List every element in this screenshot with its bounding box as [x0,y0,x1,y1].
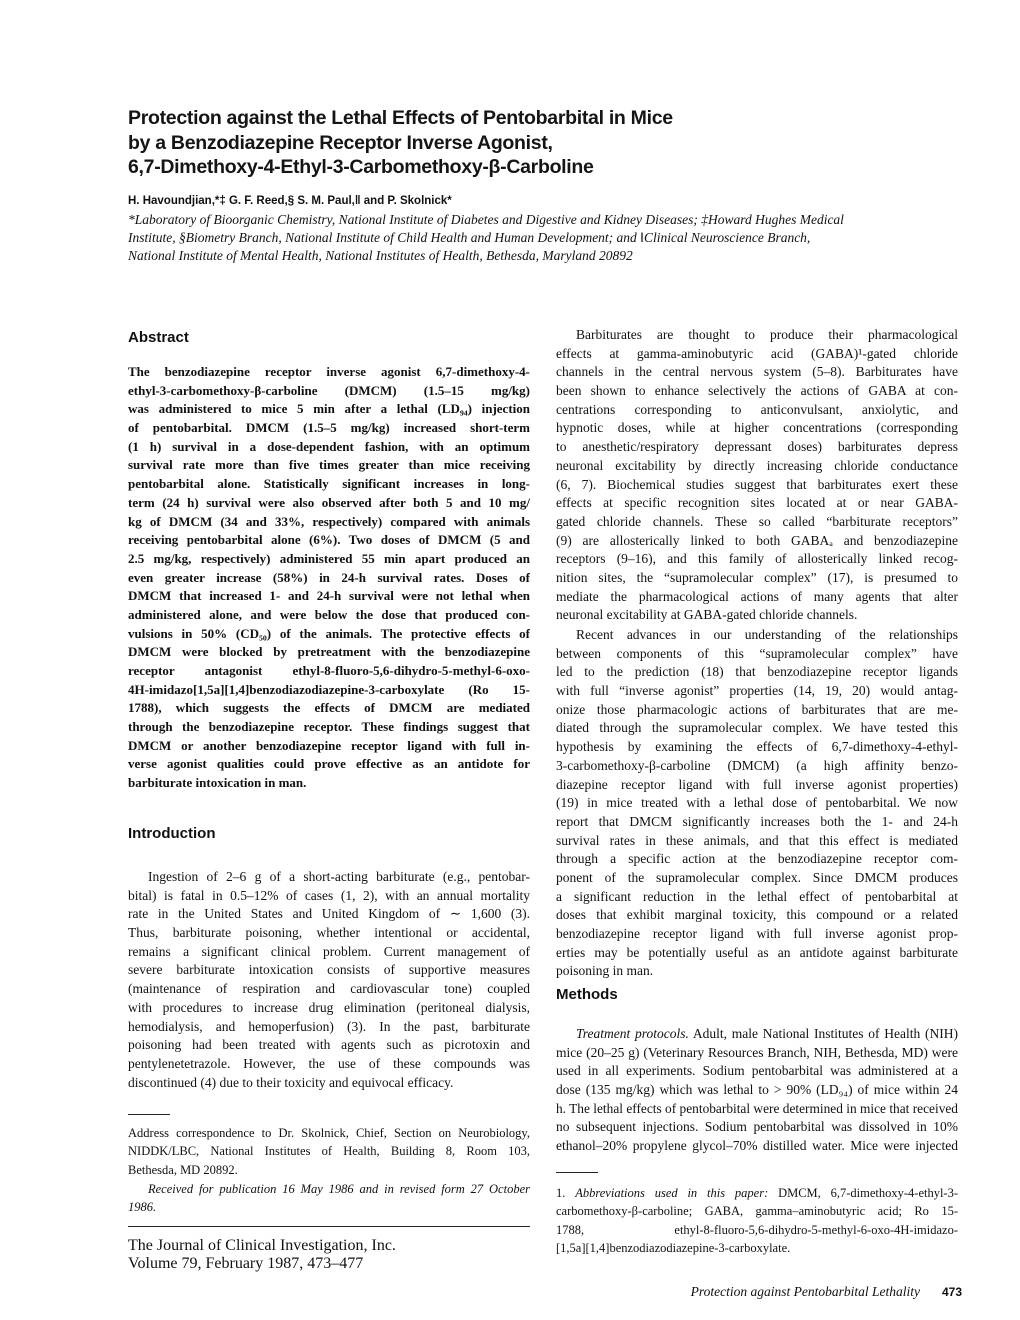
text-line: Ingestion of 2–6 g of a short-acting barbiturate (e.g., pentobar- [148,869,530,884]
text-line: 3-carbomethoxy-β-carboline (DMCM) (a high affinity benzo- [556,757,958,773]
text-line: mediate the pharmacological actions of many agents that alter [556,588,958,604]
introduction-paragraph [128,868,530,1092]
text-line: (19) in mice treated with a lethal dose of pentobarbital. We now [556,795,958,811]
methods-lead: Treatment protocols. [576,1026,689,1041]
text-line: h. The lethal effects of pentobarbital were determined in mice that received [556,1100,958,1116]
introduction-paragraph-right-1 [556,326,958,625]
abbrev-first-line: 1. Abbreviations used in this paper: DMCM, 6,7-dimethoxy-4-ethyl-3- [556,1186,959,1200]
text-line: receptors (9–16), and this family of allosterically linked recog- [556,551,958,567]
text-line: been shown to enhance selectively the actions of GABA at con- [556,383,958,399]
text-line: ethanol–20% propylene glycol–70% distilled water. Mice were injected [556,1138,958,1154]
abstract-text [128,363,530,793]
text-line: 2.5 mg/kg, respectively) administered 55 min apart produced an [128,550,530,566]
text-line: between components of this “supramolecular complex” have [556,645,958,661]
text-line: *Laboratory of Bioorganic Chemistry, National Institute of Diabetes and Digestive and Kidney Diseases; ‡Howard Hughes Medical [128,212,844,227]
text-line: poisoning had been treated with agents such as picrotoxin and [128,1037,530,1053]
text-line: DMCM that increased 1- and 24-h survival were not lethal when [128,588,530,604]
text-line: even greater increase (58%) in 24-h survival rates. Doses of [128,569,530,585]
text-line: 6,7-Dimethoxy-4-Ethyl-3-Carbomethoxy-β-Carboline [128,156,594,178]
text-line: barbiturate intoxication in man. [128,775,307,791]
text-line: vulsions in 50% (CD₅₀) of the animals. The protective effects of [128,625,530,641]
text-line: discontinued (4) due to their toxicity and equivocal efficacy. [128,1074,454,1090]
introduction-paragraph-right-2 [556,626,958,981]
text-line: 4H-imidazo[1,5a][1,4]benzodiazodiazepine-3-carboxylate (Ro 15- [128,681,530,697]
text-line: by a Benzodiazepine Receptor Inverse Agonist, [128,131,553,154]
text-line: carbomethoxy-β-carboline; GABA, gamma–aminobutyric acid; Ro 15- [556,1204,958,1219]
text-line: to anesthetic/respiratory depressant doses) barbiturates depress [556,439,958,455]
text-line: with full “inverse agonist” properties (14, 19, 20) would antag- [556,683,958,699]
text-line: diazepine receptor ligand with full inverse agonist properties) [556,776,958,792]
text-line: Protection against the Lethal Effects of Pentobarbital in Mice [128,107,673,129]
text-line: doses that exhibit marginal toxicity, this compound or a related [556,907,958,923]
text-line: centrations corresponding to anticonvulsant, anxiolytic, and [556,401,958,417]
journal-rule [128,1226,530,1227]
text-line: diated through the supramolecular complex. We have tested this [556,720,958,736]
introduction-heading: Introduction [128,825,216,842]
text-line: effects at specific recognition sites located at or near GABA- [556,495,958,511]
text-line: pentobarbital alone. Statistically significant increases in long- [128,476,530,492]
text-line: The Journal of Clinical Investigation, Inc. [128,1237,396,1254]
text-line: 1788), which suggests the effects of DMCM are mediated [128,700,530,716]
text-line: bital) is fatal in 0.5–12% of cases (1, 2), with an annual mortality [128,887,530,903]
text-line: neuronal excitability by directly increasing chloride conductance [556,457,958,473]
text-line: Received for publication 16 May 1986 and in revised form 27 October [148,1182,530,1196]
received-note [128,1180,530,1217]
author-list: H. Havoundjian,*‡ G. F. Reed,§ S. M. Paul,‖ and P. Skolnick* [128,195,452,207]
text-line: onize those pharmacologic actions of barbiturates that are me- [556,701,958,717]
methods-lines [556,1044,958,1156]
text-line: hypnotic doses, while at higher concentrations (corresponding [556,420,958,436]
text-line: [1,5a][1,4]benzodiazodiazepine-3-carboxylate. [556,1240,791,1255]
abbrev-rule [556,1172,598,1173]
text-line: benzodiazepine receptor ligand with full inverse agonist prop- [556,926,958,941]
text-line: survival rates in these animals, and that this effect is mediated [556,832,958,848]
text-line: with procedures to increase drug elimination (peritoneal dialysis, [128,999,530,1015]
text-line: The benzodiazepine receptor inverse agonist 6,7-dimethoxy-4- [128,364,530,379]
abbreviations-footnote [556,1184,958,1257]
text-line: National Institute of Mental Health, National Institutes of Health, Bethesda, Maryland 20892 [128,248,633,263]
text-line: of pentobarbital. DMCM (1.5–5 mg/kg) increased short-term [128,420,530,436]
text-line: erties may be potentially useful as an antidote against barbiturate [556,944,958,960]
text-line: Barbiturates are thought to produce their pharmacological [576,327,958,342]
text-line: nition sites, the “supramolecular complex” (17), is presumed to [556,569,958,585]
text-line: channels in the central nervous system (5–8). Barbiturates have [556,364,958,380]
text-line: (6, 7). Biochemical studies suggest that barbiturates exert these [556,476,958,492]
text-line: verse agonist qualities could prove effective as an antidote for [128,756,530,772]
text-line: hemodialysis, and hemoperfusion) (3). In the past, barbiturate [128,1018,530,1034]
text-line: dose (135 mg/kg) which was lethal to > 90% (LD₉₄) of mice within 24 [556,1082,958,1098]
text-line: through a specific action at the benzodiazepine receptor com- [556,851,958,867]
text-line: used in all experiments. Sodium pentobarbital was administered at a [556,1063,958,1079]
page-number: 473 [941,1285,962,1299]
text-line: Address correspondence to Dr. Skolnick, Chief, Section on Neurobiology, [128,1126,530,1140]
text-line: DMCM or another benzodiazepine receptor ligand with full in- [128,737,530,753]
page-footer [691,1284,962,1300]
text-line: neuronal excitability at GABA-gated chloride channels. [556,607,858,623]
methods-paragraph [556,1025,958,1156]
text-line: rate in the United States and United Kingdom of ∼ 1,600 (3). [128,906,530,922]
text-line: 1986. [128,1200,157,1215]
text-line: pentylenetetrazole. However, the use of these compounds was [128,1055,530,1071]
text-line: kg of DMCM (34 and 33%, respectively) compared with animals [128,513,530,529]
text-line: remains a significant clinical problem. Current management of [128,943,530,959]
text-line: DMCM were blocked by pretreatment with the benzodiazepine [128,644,530,660]
text-line: Bethesda, MD 20892. [128,1162,238,1177]
text-line: survival rate more than five times greater than mice receiving [128,457,530,473]
running-title: Protection against Pentobarbital Lethality [690,1284,920,1299]
correspondence-note [128,1124,530,1179]
text-line: term (24 h) survival were also observed after both 5 and 10 mg/ [128,494,530,510]
text-line: (9) are allosterically linked to both GABAₐ and benzodiazepine [556,532,958,548]
abbrev-lines [556,1202,958,1257]
text-line: gated chloride channels. These so called “barbiturate receptors” [556,513,958,529]
article-title [128,106,673,180]
abstract-heading: Abstract [128,329,189,346]
text-line: administered alone, and were below the dose that produced con- [128,606,530,622]
text-line: ponent of the supramolecular complex. Since DMCM produces [556,869,958,885]
text-line: receiving pentobarbital alone (6%). Two doses of DMCM (5 and [128,532,530,548]
footnote-rule [128,1114,170,1115]
text-line: receptor antagonist ethyl-8-fluoro-5,6-dihydro-5-methyl-6-oxo- [128,663,530,678]
text-line: mice (20–25 g) (Veterinary Resources Branch, NIH, Bethesda, MD) were [556,1044,958,1060]
text-line: effects at gamma-aminobutyric acid (GABA)¹-gated chloride [556,345,958,361]
text-line: a significant reduction in the lethal effect of pentobarbital at [556,888,958,904]
text-line: led to the prediction (18) that benzodiazepine receptor ligands [556,664,958,680]
text-line: report that DMCM significantly increases both the 1- and 24-h [556,813,958,829]
journal-info [128,1237,396,1273]
text-line: Institute, §Biometry Branch, National Institute of Child Health and Human Development; and ‖Clinical Neuroscience Branch, [128,230,811,245]
text-line: severe barbiturate intoxication consists of supportive measures [128,962,530,978]
text-line: ethyl-3-carbomethoxy-β-carboline (DMCM) (1.5–15 mg/kg) [128,382,530,398]
text-line: no subsequent injections. Sodium pentobarbital was dissolved in 10% [556,1119,958,1135]
text-line: NIDDK/LBC, National Institutes of Health, Building 8, Room 103, [128,1144,530,1159]
text-line: (maintenance of respiration and cardiovascular tone) coupled [128,981,530,997]
text-line: was administered to mice 5 min after a lethal (LD₉₄) injection [128,401,530,417]
text-line: Volume 79, February 1987, 473–477 [128,1255,364,1272]
text-line: through the benzodiazepine receptor. These findings suggest that [128,719,530,735]
text-line: Recent advances in our understanding of the relationships [576,627,958,642]
text-line: (1 h) survival in a dose-dependent fashion, with an optimum [128,438,530,454]
methods-heading: Methods [556,986,618,1003]
text-line: poisoning in man. [556,963,654,979]
text-line: hypothesis by examining the effects of 6,7-dimethoxy-4-ethyl- [556,739,958,755]
methods-first-line: Treatment protocols. Adult, male National Institutes of Health (NIH) [576,1026,958,1041]
affiliations [128,211,968,265]
text-line: 1788, ethyl-8-fluoro-5,6-dihydro-5-methyl-6-oxo-4H-imidazo- [556,1222,958,1237]
text-line: Thus, barbiturate poisoning, whether intentional or accidental, [128,925,530,941]
